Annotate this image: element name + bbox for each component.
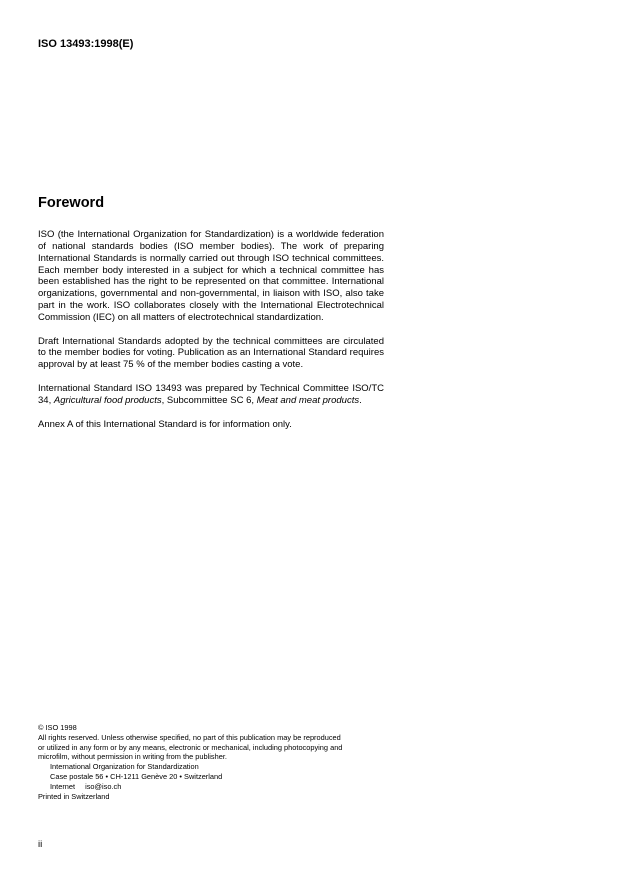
copyright-block xyxy=(38,723,384,801)
para3-text-3: . xyxy=(359,394,362,406)
foreword-body xyxy=(38,229,384,442)
organization-name: International Organization for Standardization xyxy=(50,762,199,772)
foreword-paragraph-4: Annex A of this International Standard is for information only. xyxy=(38,418,292,430)
internet-email: iso@iso.ch xyxy=(85,781,122,791)
postal-address: Case postale 56 • CH-1211 Genève 20 • Switzerland xyxy=(50,771,223,781)
internet-contact xyxy=(38,782,384,792)
foreword-paragraph-1: ISO (the International Organization for Standardization) is a worldwide federation of national standards bodies (ISO member bodies). The work of preparing International Standards is normally carried out through ISO technical committees. Each member body interested in a subject for which a technical committee has been established has the right to be represented on that committee. International organizations, governmental and non-governmental, in liaison with ISO, also take part in the work. ISO collaborates closely with the International Electrotechnical Commission (IEC) on all matters of electrotechnical standardization. xyxy=(38,229,384,323)
subcommittee-name: Meat and meat products xyxy=(256,394,360,406)
foreword-paragraph-2: Draft International Standards adopted by the technical committees are circulated to the member bodies for voting. Publication as an International Standard requires approval by at least 75 % of the member bodies casting a vote. xyxy=(38,335,384,371)
rights-line-2: or utilized in any form or by any means, electronic or mechanical, including photocopying and xyxy=(38,742,343,752)
foreword-paragraph-3 xyxy=(38,383,384,407)
copyright-notice: © ISO 1998 xyxy=(38,723,77,732)
rights-line-1: All rights reserved. Unless otherwise specified, no part of this publication may be reproduced xyxy=(38,732,341,742)
printed-in: Printed in Switzerland xyxy=(38,791,110,801)
committee-name: Agricultural food products xyxy=(53,394,162,406)
page-title: Foreword xyxy=(38,195,105,211)
document-header: ISO 13493:1998(E) xyxy=(38,38,134,50)
page-number: ii xyxy=(38,839,43,850)
internet-label: Internet xyxy=(50,781,76,791)
para3-text-2: , Subcommittee SC 6, xyxy=(161,394,257,406)
rights-line-3: microfilm, without permission in writing from the publisher. xyxy=(38,752,227,762)
para3-text-1: International Standard ISO 13493 was prepared by Technical Committee ISO/TC 34, xyxy=(38,382,384,406)
